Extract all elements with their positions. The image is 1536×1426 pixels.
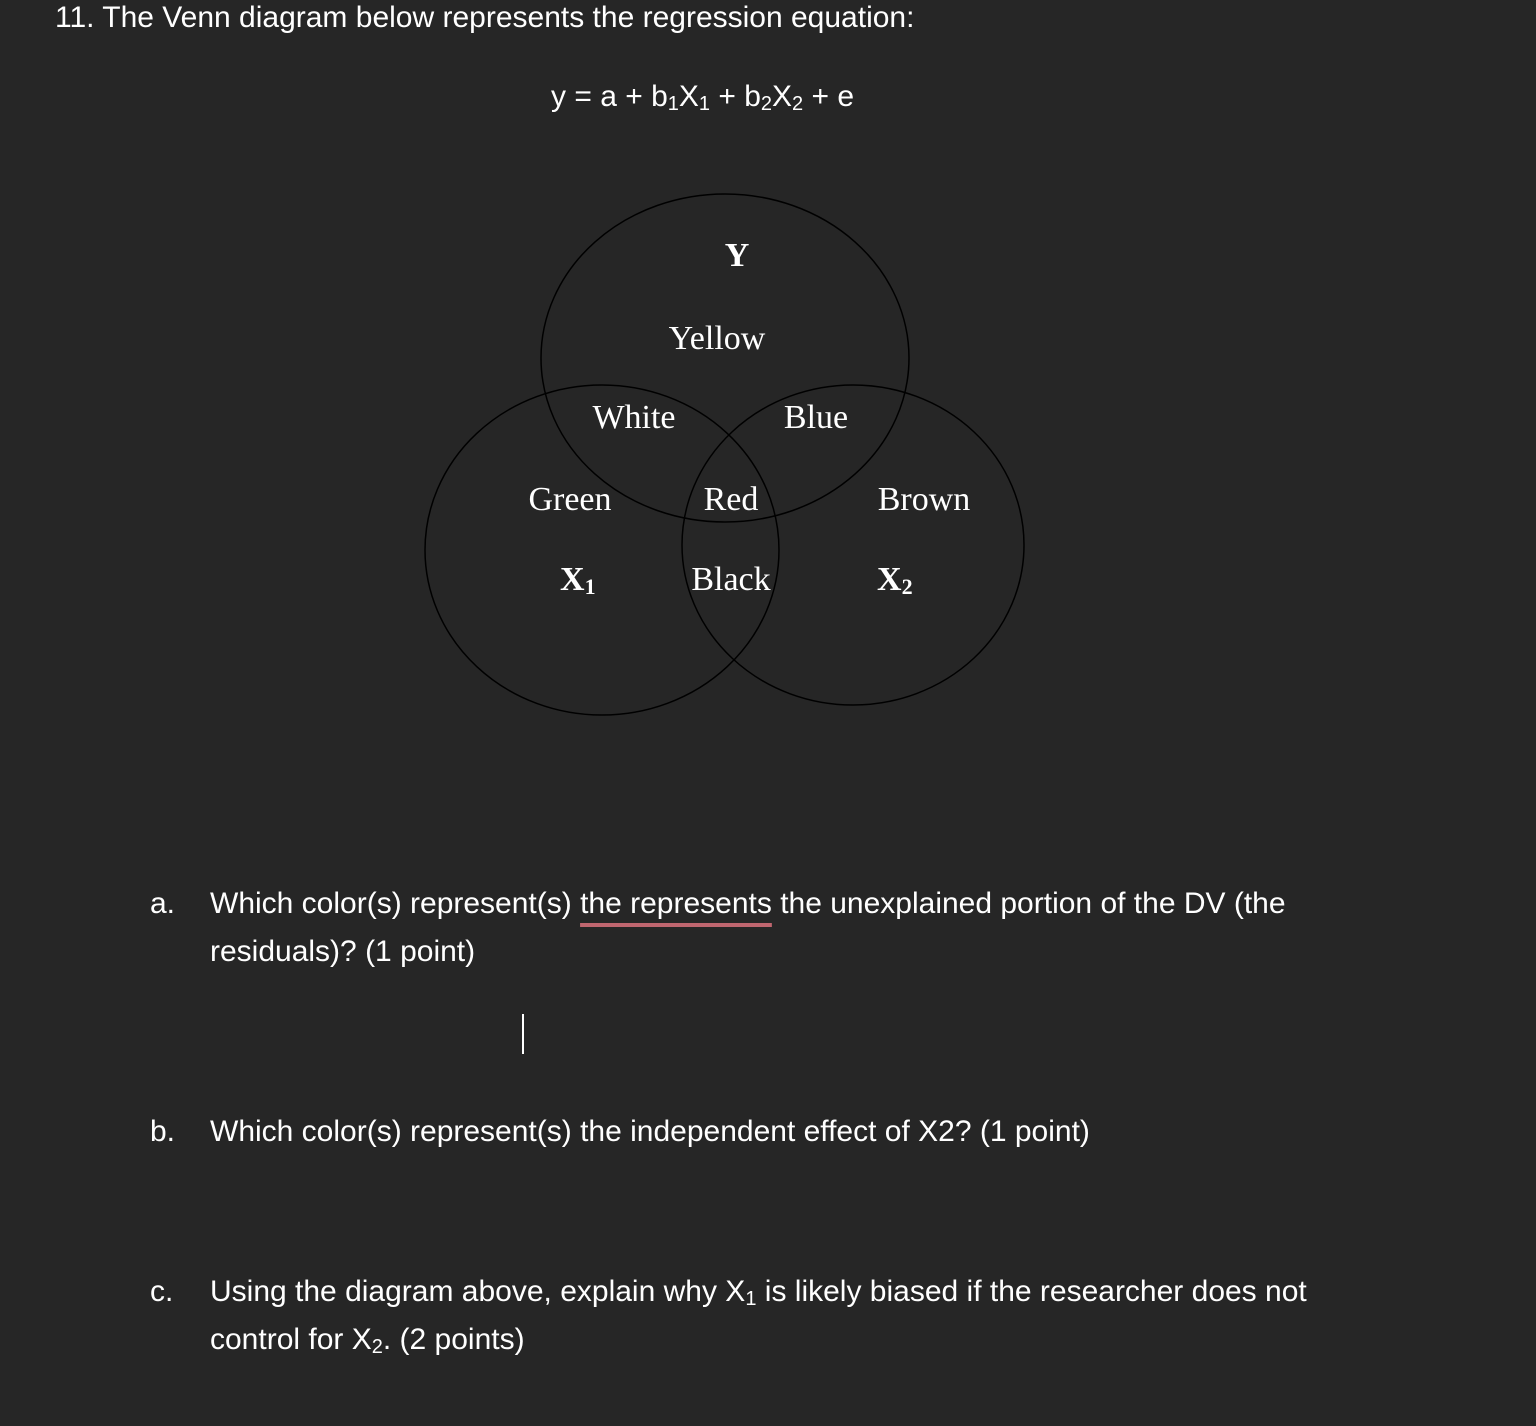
equation-prefix: y = a + b [551,80,668,113]
venn-label-x1-base: X [560,561,585,598]
venn-label-blue: Blue [783,399,849,436]
item-a-after: the unexplained portion of the DV (the residuals)? (1 point) [210,887,1286,968]
item-a-flagged-phrase[interactable]: the represents [580,887,772,920]
venn-label-x1 [560,561,596,599]
venn-circle-x2 [682,385,1024,705]
venn-label-x2 [877,561,913,599]
item-a-text[interactable] [210,880,1390,976]
question-title: 11. The Venn diagram below represents the regression equation: [55,1,915,34]
item-c-after: . (2 points) [382,1323,525,1356]
question-item-b[interactable] [150,1108,1390,1156]
equation-sub-x2: 2 [792,93,804,115]
venn-label-green: Green [528,481,612,518]
venn-label-x1-sub: 1 [584,574,596,599]
question-item-c[interactable] [150,1268,1390,1364]
question-item-a[interactable] [150,880,1390,976]
equation-x1: X [678,80,699,113]
venn-label-y: Y [724,237,750,274]
text-cursor [522,1014,524,1054]
item-c-middle: is likely biased if the researcher does not control for X [210,1275,1307,1356]
item-c-marker: c. [150,1275,174,1308]
venn-label-white: White [592,399,676,436]
venn-label-brown: Brown [877,481,971,518]
equation-plus-b2: + b [710,80,761,113]
item-c-before: Using the diagram above, explain why X [210,1275,746,1308]
item-b-text[interactable]: Which color(s) represent(s) the independent effect of X2? (1 point) [210,1115,1090,1148]
item-c-text[interactable] [210,1268,1390,1364]
venn-label-black: Black [691,561,771,598]
item-b-marker: b. [150,1115,176,1148]
item-c-sub1: 1 [745,1288,757,1310]
venn-label-x2-sub: 2 [901,574,913,599]
equation-sub-b1: 1 [667,93,679,115]
equation-suffix: + e [803,80,855,113]
item-c-sub2: 2 [371,1336,383,1358]
venn-label-x2-base: X [877,561,902,598]
equation-sub-x1: 1 [698,93,711,115]
equation-x2: X [772,80,793,113]
item-a-marker: a. [150,887,176,920]
equation-sub-b2: 2 [760,93,773,115]
venn-label-yellow: Yellow [668,320,766,357]
venn-label-red: Red [703,481,759,518]
item-a-before: Which color(s) represent(s) [210,887,581,920]
